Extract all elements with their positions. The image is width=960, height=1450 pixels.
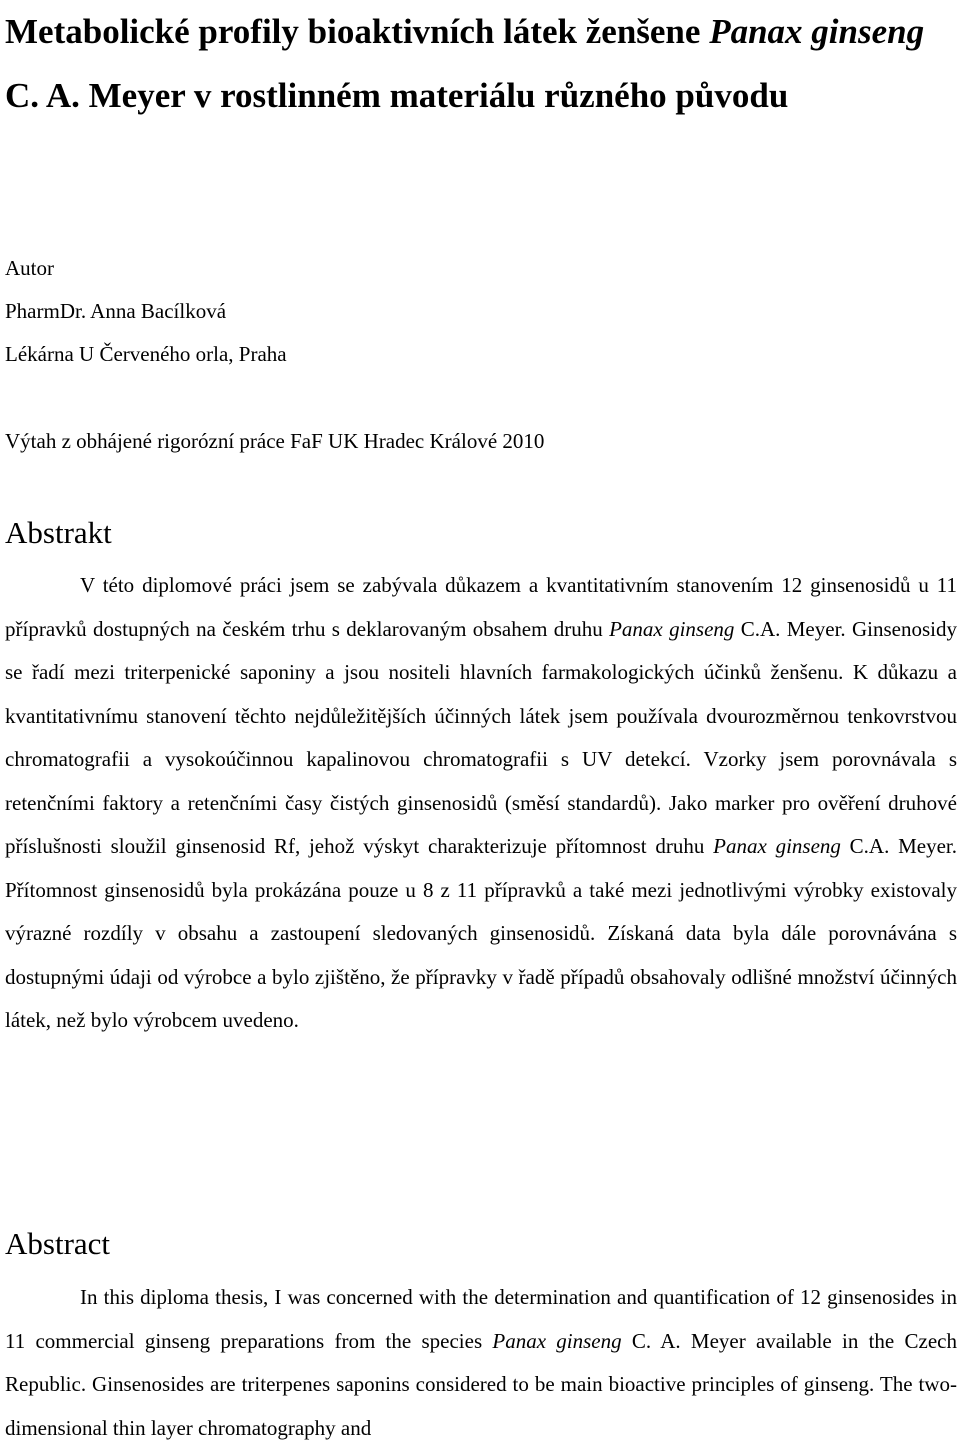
abstrakt-heading: Abstrakt <box>5 515 112 550</box>
author-label: Autor <box>5 256 54 280</box>
abstract-species-name: Panax ginseng <box>492 1328 622 1353</box>
abstract-text: In this diploma thesis, I was concerned with the determination and quantification of 12 ginsenosides in 11 commercial ginseng preparations from the species <box>5 1285 957 1353</box>
abstrakt-text: C.A. Meyer. Přítomnost ginsenosidů byla prokázána pouze u 8 z 11 přípravků a také mezi jednotlivými výrobky existovaly výrazné rozdíly v obsahu a zastoupení sledovaných ginsenosidů. Získaná data byla dále porovnávána s dostupnými údaji od výrobce a bylo zjištěno, že přípravky v řadě případů obsahovaly odlišné množství účinných látek, než bylo výrobcem uvedeno. <box>5 834 957 1032</box>
source-note: Výtah z obhájené rigorózní práce FaF UK Hradec Králové 2010 <box>5 429 545 453</box>
abstrakt-paragraph <box>5 564 957 1043</box>
document-title <box>5 0 955 128</box>
abstract-text: C. A. Meyer available in the Czech Republic. Ginsenosides are triterpenes saponins considered to be main bioactive principles of ginseng. The two-dimensional thin layer chromatography and <box>5 1328 957 1440</box>
abstrakt-text: V této diplomové práci jsem se zabývala důkazem a kvantitativním stanovením 12 ginsenosidů u 11 přípravků dostupných na českém trhu s deklarovaným obsahem druhu <box>5 573 957 641</box>
abstrakt-species-name: Panax ginseng <box>713 834 841 858</box>
abstract-heading: Abstract <box>5 1226 111 1261</box>
abstrakt-text: C.A. Meyer. Ginsenosidy se řadí mezi triterpenické saponiny a jsou nositeli hlavních farmakologických účinků ženšenu. K důkazu a kvantitativnímu stanovení těchto nejdůležitějších účinných látek jsem používala dvourozměrnou tenkovrstvou chromatografii a vysokoúčinnou kapalinovou chromatografii s UV detekcí. Vzorky jsem porovnávala s retenčními faktory a retenčními časy čistých ginsenosidů (směsí standardů). Jako marker pro ověření druhové příslušnosti sloužil ginsenosid Rf, jehož výskyt charakterizuje přítomnost druhu <box>5 616 957 858</box>
author-name: PharmDr. Anna Bacílková <box>5 299 227 323</box>
abstrakt-species-name: Panax ginseng <box>609 616 735 641</box>
title-text-part: C. A. Meyer v rostlinném materiálu různého původu <box>5 76 789 115</box>
abstract-paragraph <box>5 1276 957 1450</box>
author-affiliation: Lékárna U Červeného orla, Praha <box>5 342 287 366</box>
title-text-part: Metabolické profily bioaktivních látek ženšene <box>5 12 710 51</box>
title-species-name: Panax ginseng <box>709 12 925 51</box>
